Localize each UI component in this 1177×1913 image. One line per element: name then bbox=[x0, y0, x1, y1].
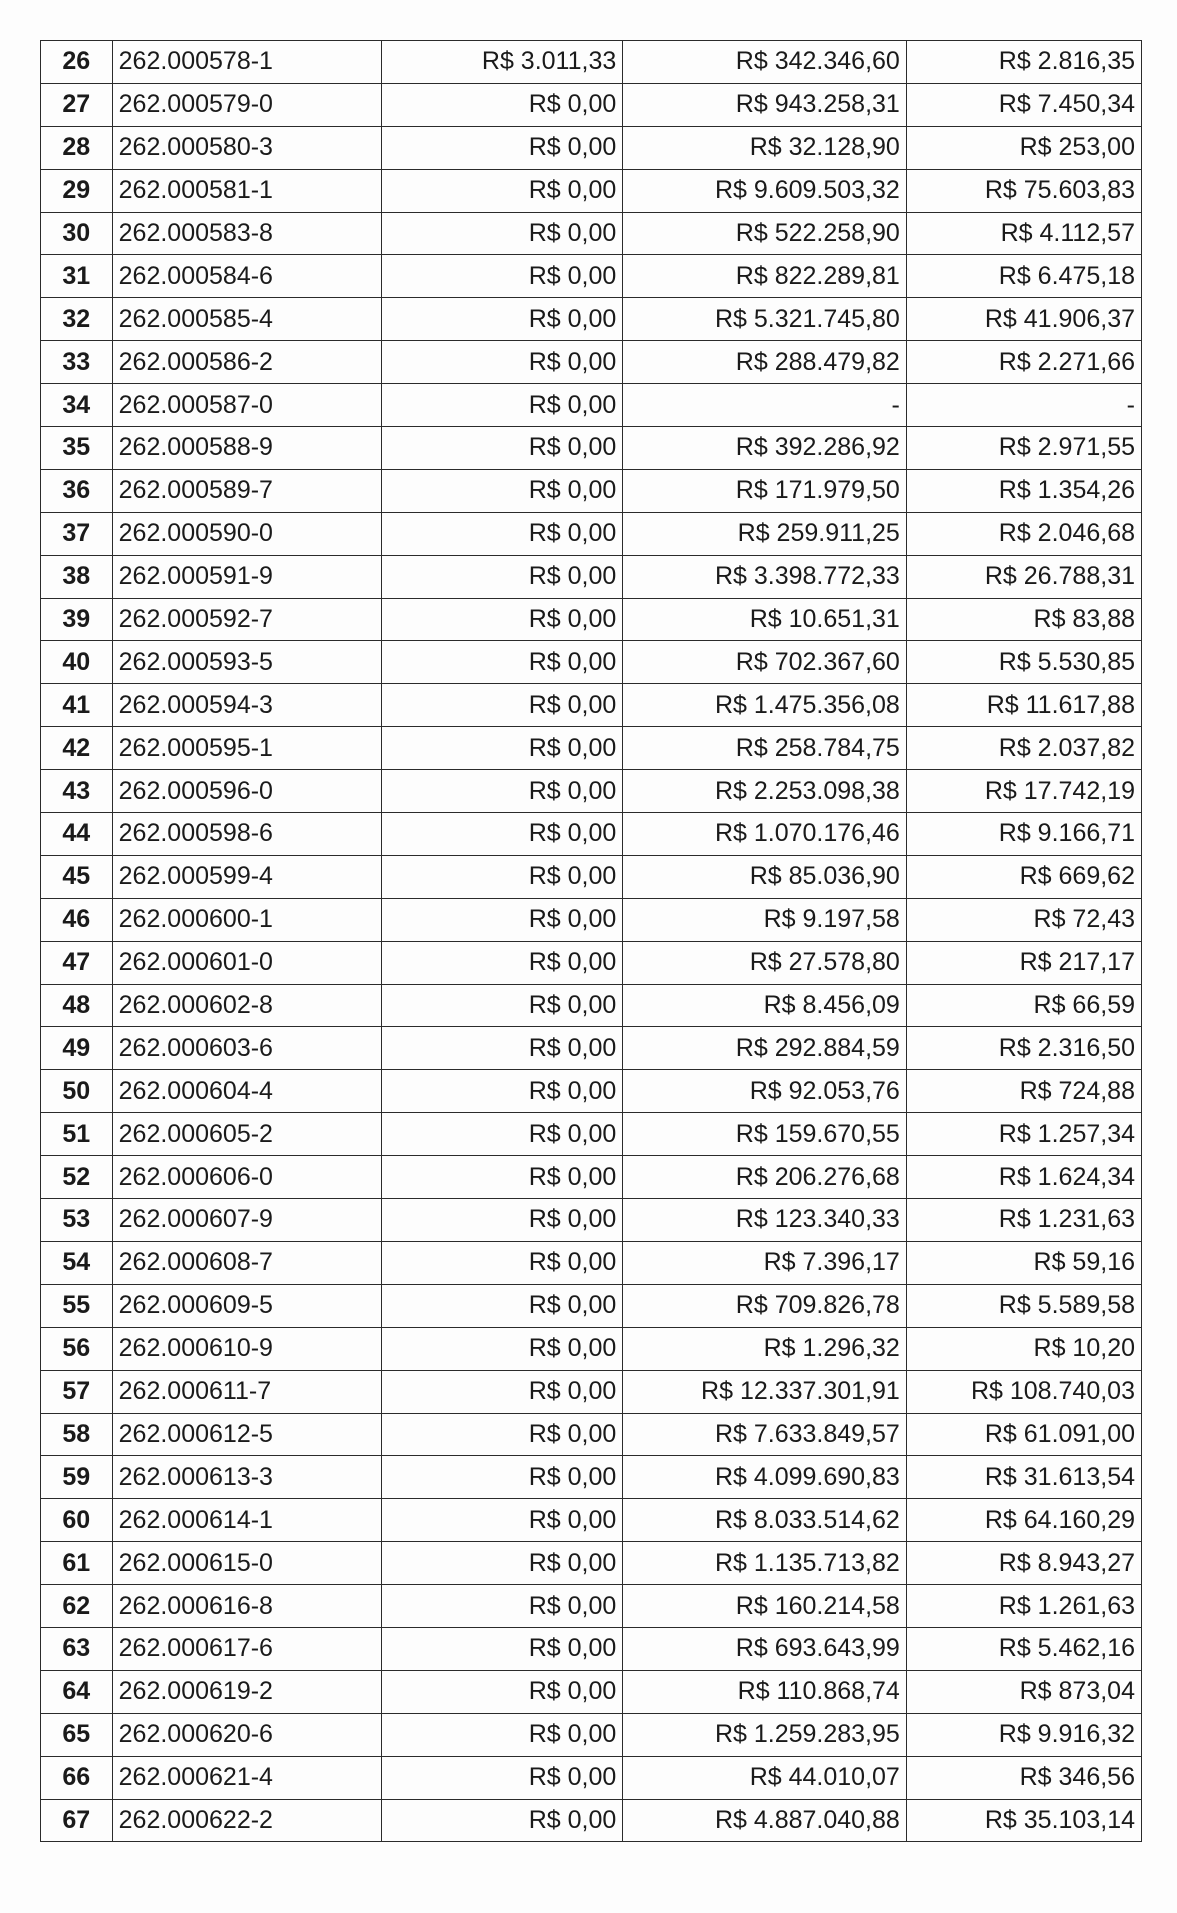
amount-col-3-cell: R$ 4.112,57 bbox=[906, 212, 1141, 255]
amount-col-1-cell: R$ 0,00 bbox=[382, 1756, 623, 1799]
amount-col-2-cell: R$ 7.633.849,57 bbox=[623, 1413, 907, 1456]
amount-col-3-cell: R$ 9.916,32 bbox=[906, 1713, 1141, 1756]
table-row bbox=[41, 512, 1142, 555]
amount-col-2-cell: R$ 110.868,74 bbox=[623, 1670, 907, 1713]
amount-col-3-cell: R$ 6.475,18 bbox=[906, 255, 1141, 298]
amount-col-3-cell: R$ 31.613,54 bbox=[906, 1456, 1141, 1499]
ledger-table bbox=[40, 40, 1142, 1842]
table-row bbox=[41, 1113, 1142, 1156]
amount-col-3-cell: R$ 41.906,37 bbox=[906, 298, 1141, 341]
amount-col-3-cell: R$ 1.257,34 bbox=[906, 1113, 1141, 1156]
amount-col-2-cell: R$ 342.346,60 bbox=[623, 41, 907, 84]
account-id-cell: 262.000616-8 bbox=[112, 1585, 381, 1628]
amount-col-1-cell: R$ 0,00 bbox=[382, 1241, 623, 1284]
account-id-cell: 262.000601-0 bbox=[112, 941, 381, 984]
amount-col-1-cell: R$ 0,00 bbox=[382, 1027, 623, 1070]
account-id-cell: 262.000621-4 bbox=[112, 1756, 381, 1799]
amount-col-1-cell: R$ 0,00 bbox=[382, 684, 623, 727]
amount-col-2-cell: R$ 160.214,58 bbox=[623, 1585, 907, 1628]
amount-col-1-cell: R$ 0,00 bbox=[382, 1499, 623, 1542]
amount-col-1-cell: R$ 0,00 bbox=[382, 1713, 623, 1756]
row-number-cell: 51 bbox=[41, 1113, 113, 1156]
amount-col-3-cell: R$ 17.742,19 bbox=[906, 770, 1141, 813]
amount-col-3-cell: R$ 5.589,58 bbox=[906, 1284, 1141, 1327]
amount-col-3-cell: - bbox=[906, 384, 1141, 427]
table-row bbox=[41, 1327, 1142, 1370]
amount-col-3-cell: R$ 1.231,63 bbox=[906, 1199, 1141, 1242]
table-row bbox=[41, 770, 1142, 813]
amount-col-1-cell: R$ 0,00 bbox=[382, 1156, 623, 1199]
table-row bbox=[41, 1499, 1142, 1542]
table-row bbox=[41, 1627, 1142, 1670]
table-row bbox=[41, 469, 1142, 512]
amount-col-2-cell: R$ 3.398.772,33 bbox=[623, 555, 907, 598]
row-number-cell: 35 bbox=[41, 427, 113, 470]
amount-col-1-cell: R$ 0,00 bbox=[382, 727, 623, 770]
row-number-cell: 31 bbox=[41, 255, 113, 298]
account-id-cell: 262.000579-0 bbox=[112, 83, 381, 126]
account-id-cell: 262.000595-1 bbox=[112, 727, 381, 770]
amount-col-2-cell: R$ 522.258,90 bbox=[623, 212, 907, 255]
amount-col-2-cell: - bbox=[623, 384, 907, 427]
table-row bbox=[41, 984, 1142, 1027]
amount-col-3-cell: R$ 669,62 bbox=[906, 855, 1141, 898]
row-number-cell: 28 bbox=[41, 126, 113, 169]
amount-col-3-cell: R$ 2.316,50 bbox=[906, 1027, 1141, 1070]
account-id-cell: 262.000609-5 bbox=[112, 1284, 381, 1327]
account-id-cell: 262.000578-1 bbox=[112, 41, 381, 84]
amount-col-3-cell: R$ 8.943,27 bbox=[906, 1542, 1141, 1585]
amount-col-1-cell: R$ 0,00 bbox=[382, 941, 623, 984]
amount-col-3-cell: R$ 2.046,68 bbox=[906, 512, 1141, 555]
row-number-cell: 40 bbox=[41, 641, 113, 684]
account-id-cell: 262.000587-0 bbox=[112, 384, 381, 427]
amount-col-3-cell: R$ 5.530,85 bbox=[906, 641, 1141, 684]
table-row bbox=[41, 1670, 1142, 1713]
amount-col-1-cell: R$ 0,00 bbox=[382, 1799, 623, 1842]
account-id-cell: 262.000592-7 bbox=[112, 598, 381, 641]
amount-col-2-cell: R$ 943.258,31 bbox=[623, 83, 907, 126]
amount-col-3-cell: R$ 2.971,55 bbox=[906, 427, 1141, 470]
account-id-cell: 262.000603-6 bbox=[112, 1027, 381, 1070]
amount-col-2-cell: R$ 159.670,55 bbox=[623, 1113, 907, 1156]
amount-col-1-cell: R$ 0,00 bbox=[382, 855, 623, 898]
row-number-cell: 65 bbox=[41, 1713, 113, 1756]
account-id-cell: 262.000600-1 bbox=[112, 898, 381, 941]
amount-col-2-cell: R$ 8.033.514,62 bbox=[623, 1499, 907, 1542]
table-row bbox=[41, 341, 1142, 384]
amount-col-2-cell: R$ 92.053,76 bbox=[623, 1070, 907, 1113]
amount-col-2-cell: R$ 44.010,07 bbox=[623, 1756, 907, 1799]
amount-col-1-cell: R$ 0,00 bbox=[382, 384, 623, 427]
account-id-cell: 262.000614-1 bbox=[112, 1499, 381, 1542]
table-row bbox=[41, 1799, 1142, 1842]
amount-col-2-cell: R$ 9.197,58 bbox=[623, 898, 907, 941]
amount-col-3-cell: R$ 1.354,26 bbox=[906, 469, 1141, 512]
amount-col-1-cell: R$ 0,00 bbox=[382, 555, 623, 598]
table-row bbox=[41, 855, 1142, 898]
amount-col-2-cell: R$ 12.337.301,91 bbox=[623, 1370, 907, 1413]
account-id-cell: 262.000580-3 bbox=[112, 126, 381, 169]
account-id-cell: 262.000608-7 bbox=[112, 1241, 381, 1284]
amount-col-3-cell: R$ 72,43 bbox=[906, 898, 1141, 941]
row-number-cell: 52 bbox=[41, 1156, 113, 1199]
amount-col-3-cell: R$ 2.037,82 bbox=[906, 727, 1141, 770]
table-row bbox=[41, 1370, 1142, 1413]
amount-col-2-cell: R$ 822.289,81 bbox=[623, 255, 907, 298]
amount-col-2-cell: R$ 9.609.503,32 bbox=[623, 169, 907, 212]
amount-col-2-cell: R$ 1.135.713,82 bbox=[623, 1542, 907, 1585]
row-number-cell: 63 bbox=[41, 1627, 113, 1670]
amount-col-3-cell: R$ 10,20 bbox=[906, 1327, 1141, 1370]
amount-col-3-cell: R$ 26.788,31 bbox=[906, 555, 1141, 598]
table-row bbox=[41, 1713, 1142, 1756]
amount-col-2-cell: R$ 1.070.176,46 bbox=[623, 813, 907, 856]
amount-col-1-cell: R$ 0,00 bbox=[382, 598, 623, 641]
amount-col-3-cell: R$ 217,17 bbox=[906, 941, 1141, 984]
row-number-cell: 56 bbox=[41, 1327, 113, 1370]
amount-col-1-cell: R$ 0,00 bbox=[382, 984, 623, 1027]
table-row bbox=[41, 1027, 1142, 1070]
table-row bbox=[41, 641, 1142, 684]
amount-col-1-cell: R$ 3.011,33 bbox=[382, 41, 623, 84]
account-id-cell: 262.000612-5 bbox=[112, 1413, 381, 1456]
table-row bbox=[41, 212, 1142, 255]
table-row bbox=[41, 1241, 1142, 1284]
amount-col-2-cell: R$ 171.979,50 bbox=[623, 469, 907, 512]
row-number-cell: 47 bbox=[41, 941, 113, 984]
amount-col-3-cell: R$ 253,00 bbox=[906, 126, 1141, 169]
account-id-cell: 262.000581-1 bbox=[112, 169, 381, 212]
row-number-cell: 27 bbox=[41, 83, 113, 126]
amount-col-3-cell: R$ 2.271,66 bbox=[906, 341, 1141, 384]
account-id-cell: 262.000604-4 bbox=[112, 1070, 381, 1113]
amount-col-3-cell: R$ 108.740,03 bbox=[906, 1370, 1141, 1413]
amount-col-1-cell: R$ 0,00 bbox=[382, 1284, 623, 1327]
amount-col-1-cell: R$ 0,00 bbox=[382, 169, 623, 212]
amount-col-1-cell: R$ 0,00 bbox=[382, 298, 623, 341]
amount-col-3-cell: R$ 35.103,14 bbox=[906, 1799, 1141, 1842]
amount-col-1-cell: R$ 0,00 bbox=[382, 1542, 623, 1585]
amount-col-1-cell: R$ 0,00 bbox=[382, 1456, 623, 1499]
row-number-cell: 61 bbox=[41, 1542, 113, 1585]
amount-col-3-cell: R$ 66,59 bbox=[906, 984, 1141, 1027]
row-number-cell: 43 bbox=[41, 770, 113, 813]
amount-col-3-cell: R$ 5.462,16 bbox=[906, 1627, 1141, 1670]
account-id-cell: 262.000615-0 bbox=[112, 1542, 381, 1585]
table-row bbox=[41, 1756, 1142, 1799]
amount-col-1-cell: R$ 0,00 bbox=[382, 341, 623, 384]
row-number-cell: 39 bbox=[41, 598, 113, 641]
row-number-cell: 32 bbox=[41, 298, 113, 341]
table-row bbox=[41, 255, 1142, 298]
amount-col-1-cell: R$ 0,00 bbox=[382, 1627, 623, 1670]
amount-col-2-cell: R$ 1.259.283,95 bbox=[623, 1713, 907, 1756]
account-id-cell: 262.000602-8 bbox=[112, 984, 381, 1027]
amount-col-1-cell: R$ 0,00 bbox=[382, 212, 623, 255]
row-number-cell: 36 bbox=[41, 469, 113, 512]
table-row bbox=[41, 898, 1142, 941]
amount-col-3-cell: R$ 1.624,34 bbox=[906, 1156, 1141, 1199]
account-id-cell: 262.000610-9 bbox=[112, 1327, 381, 1370]
amount-col-1-cell: R$ 0,00 bbox=[382, 770, 623, 813]
amount-col-3-cell: R$ 2.816,35 bbox=[906, 41, 1141, 84]
account-id-cell: 262.000611-7 bbox=[112, 1370, 381, 1413]
row-number-cell: 45 bbox=[41, 855, 113, 898]
account-id-cell: 262.000591-9 bbox=[112, 555, 381, 598]
amount-col-2-cell: R$ 288.479,82 bbox=[623, 341, 907, 384]
amount-col-1-cell: R$ 0,00 bbox=[382, 1199, 623, 1242]
amount-col-3-cell: R$ 11.617,88 bbox=[906, 684, 1141, 727]
amount-col-3-cell: R$ 873,04 bbox=[906, 1670, 1141, 1713]
amount-col-1-cell: R$ 0,00 bbox=[382, 1327, 623, 1370]
amount-col-2-cell: R$ 8.456,09 bbox=[623, 984, 907, 1027]
table-row bbox=[41, 727, 1142, 770]
row-number-cell: 55 bbox=[41, 1284, 113, 1327]
row-number-cell: 66 bbox=[41, 1756, 113, 1799]
amount-col-1-cell: R$ 0,00 bbox=[382, 1070, 623, 1113]
amount-col-1-cell: R$ 0,00 bbox=[382, 126, 623, 169]
table-row bbox=[41, 1542, 1142, 1585]
amount-col-1-cell: R$ 0,00 bbox=[382, 813, 623, 856]
row-number-cell: 59 bbox=[41, 1456, 113, 1499]
row-number-cell: 46 bbox=[41, 898, 113, 941]
row-number-cell: 42 bbox=[41, 727, 113, 770]
account-id-cell: 262.000599-4 bbox=[112, 855, 381, 898]
account-id-cell: 262.000585-4 bbox=[112, 298, 381, 341]
row-number-cell: 34 bbox=[41, 384, 113, 427]
amount-col-1-cell: R$ 0,00 bbox=[382, 469, 623, 512]
account-id-cell: 262.000596-0 bbox=[112, 770, 381, 813]
amount-col-3-cell: R$ 9.166,71 bbox=[906, 813, 1141, 856]
account-id-cell: 262.000588-9 bbox=[112, 427, 381, 470]
table-row bbox=[41, 1284, 1142, 1327]
amount-col-1-cell: R$ 0,00 bbox=[382, 1413, 623, 1456]
amount-col-2-cell: R$ 5.321.745,80 bbox=[623, 298, 907, 341]
table-row bbox=[41, 1156, 1142, 1199]
amount-col-2-cell: R$ 2.253.098,38 bbox=[623, 770, 907, 813]
account-id-cell: 262.000620-6 bbox=[112, 1713, 381, 1756]
table-row bbox=[41, 555, 1142, 598]
table-row bbox=[41, 1585, 1142, 1628]
amount-col-2-cell: R$ 7.396,17 bbox=[623, 1241, 907, 1284]
amount-col-2-cell: R$ 259.911,25 bbox=[623, 512, 907, 555]
amount-col-3-cell: R$ 59,16 bbox=[906, 1241, 1141, 1284]
table-row bbox=[41, 941, 1142, 984]
row-number-cell: 41 bbox=[41, 684, 113, 727]
amount-col-3-cell: R$ 83,88 bbox=[906, 598, 1141, 641]
amount-col-1-cell: R$ 0,00 bbox=[382, 1670, 623, 1713]
account-id-cell: 262.000607-9 bbox=[112, 1199, 381, 1242]
row-number-cell: 38 bbox=[41, 555, 113, 598]
amount-col-3-cell: R$ 75.603,83 bbox=[906, 169, 1141, 212]
amount-col-3-cell: R$ 7.450,34 bbox=[906, 83, 1141, 126]
table-row bbox=[41, 427, 1142, 470]
table-row bbox=[41, 169, 1142, 212]
amount-col-3-cell: R$ 1.261,63 bbox=[906, 1585, 1141, 1628]
table-row bbox=[41, 126, 1142, 169]
table-row bbox=[41, 41, 1142, 84]
amount-col-2-cell: R$ 1.296,32 bbox=[623, 1327, 907, 1370]
amount-col-2-cell: R$ 258.784,75 bbox=[623, 727, 907, 770]
table-row bbox=[41, 83, 1142, 126]
ledger-table-body bbox=[41, 41, 1142, 1842]
amount-col-3-cell: R$ 346,56 bbox=[906, 1756, 1141, 1799]
row-number-cell: 48 bbox=[41, 984, 113, 1027]
account-id-cell: 262.000586-2 bbox=[112, 341, 381, 384]
amount-col-2-cell: R$ 292.884,59 bbox=[623, 1027, 907, 1070]
amount-col-1-cell: R$ 0,00 bbox=[382, 1370, 623, 1413]
amount-col-2-cell: R$ 27.578,80 bbox=[623, 941, 907, 984]
row-number-cell: 57 bbox=[41, 1370, 113, 1413]
amount-col-1-cell: R$ 0,00 bbox=[382, 641, 623, 684]
amount-col-2-cell: R$ 123.340,33 bbox=[623, 1199, 907, 1242]
row-number-cell: 54 bbox=[41, 1241, 113, 1284]
amount-col-2-cell: R$ 709.826,78 bbox=[623, 1284, 907, 1327]
amount-col-1-cell: R$ 0,00 bbox=[382, 83, 623, 126]
row-number-cell: 62 bbox=[41, 1585, 113, 1628]
account-id-cell: 262.000584-6 bbox=[112, 255, 381, 298]
account-id-cell: 262.000598-6 bbox=[112, 813, 381, 856]
amount-col-1-cell: R$ 0,00 bbox=[382, 512, 623, 555]
amount-col-2-cell: R$ 4.099.690,83 bbox=[623, 1456, 907, 1499]
table-row bbox=[41, 298, 1142, 341]
account-id-cell: 262.000617-6 bbox=[112, 1627, 381, 1670]
account-id-cell: 262.000619-2 bbox=[112, 1670, 381, 1713]
table-row bbox=[41, 684, 1142, 727]
amount-col-1-cell: R$ 0,00 bbox=[382, 255, 623, 298]
amount-col-2-cell: R$ 702.367,60 bbox=[623, 641, 907, 684]
account-id-cell: 262.000613-3 bbox=[112, 1456, 381, 1499]
amount-col-2-cell: R$ 693.643,99 bbox=[623, 1627, 907, 1670]
table-row bbox=[41, 384, 1142, 427]
account-id-cell: 262.000590-0 bbox=[112, 512, 381, 555]
account-id-cell: 262.000594-3 bbox=[112, 684, 381, 727]
account-id-cell: 262.000589-7 bbox=[112, 469, 381, 512]
account-id-cell: 262.000593-5 bbox=[112, 641, 381, 684]
row-number-cell: 60 bbox=[41, 1499, 113, 1542]
row-number-cell: 37 bbox=[41, 512, 113, 555]
amount-col-3-cell: R$ 64.160,29 bbox=[906, 1499, 1141, 1542]
amount-col-1-cell: R$ 0,00 bbox=[382, 1113, 623, 1156]
amount-col-2-cell: R$ 206.276,68 bbox=[623, 1156, 907, 1199]
amount-col-2-cell: R$ 10.651,31 bbox=[623, 598, 907, 641]
row-number-cell: 30 bbox=[41, 212, 113, 255]
account-id-cell: 262.000622-2 bbox=[112, 1799, 381, 1842]
row-number-cell: 67 bbox=[41, 1799, 113, 1842]
amount-col-3-cell: R$ 724,88 bbox=[906, 1070, 1141, 1113]
row-number-cell: 49 bbox=[41, 1027, 113, 1070]
account-id-cell: 262.000606-0 bbox=[112, 1156, 381, 1199]
table-row bbox=[41, 598, 1142, 641]
amount-col-2-cell: R$ 4.887.040,88 bbox=[623, 1799, 907, 1842]
amount-col-2-cell: R$ 85.036,90 bbox=[623, 855, 907, 898]
row-number-cell: 58 bbox=[41, 1413, 113, 1456]
row-number-cell: 26 bbox=[41, 41, 113, 84]
table-row bbox=[41, 1456, 1142, 1499]
account-id-cell: 262.000583-8 bbox=[112, 212, 381, 255]
amount-col-2-cell: R$ 392.286,92 bbox=[623, 427, 907, 470]
amount-col-1-cell: R$ 0,00 bbox=[382, 898, 623, 941]
amount-col-1-cell: R$ 0,00 bbox=[382, 1585, 623, 1628]
amount-col-3-cell: R$ 61.091,00 bbox=[906, 1413, 1141, 1456]
amount-col-2-cell: R$ 1.475.356,08 bbox=[623, 684, 907, 727]
row-number-cell: 33 bbox=[41, 341, 113, 384]
table-row bbox=[41, 1413, 1142, 1456]
row-number-cell: 53 bbox=[41, 1199, 113, 1242]
row-number-cell: 50 bbox=[41, 1070, 113, 1113]
amount-col-2-cell: R$ 32.128,90 bbox=[623, 126, 907, 169]
amount-col-1-cell: R$ 0,00 bbox=[382, 427, 623, 470]
table-row bbox=[41, 1070, 1142, 1113]
row-number-cell: 44 bbox=[41, 813, 113, 856]
row-number-cell: 29 bbox=[41, 169, 113, 212]
table-row bbox=[41, 813, 1142, 856]
row-number-cell: 64 bbox=[41, 1670, 113, 1713]
account-id-cell: 262.000605-2 bbox=[112, 1113, 381, 1156]
table-row bbox=[41, 1199, 1142, 1242]
